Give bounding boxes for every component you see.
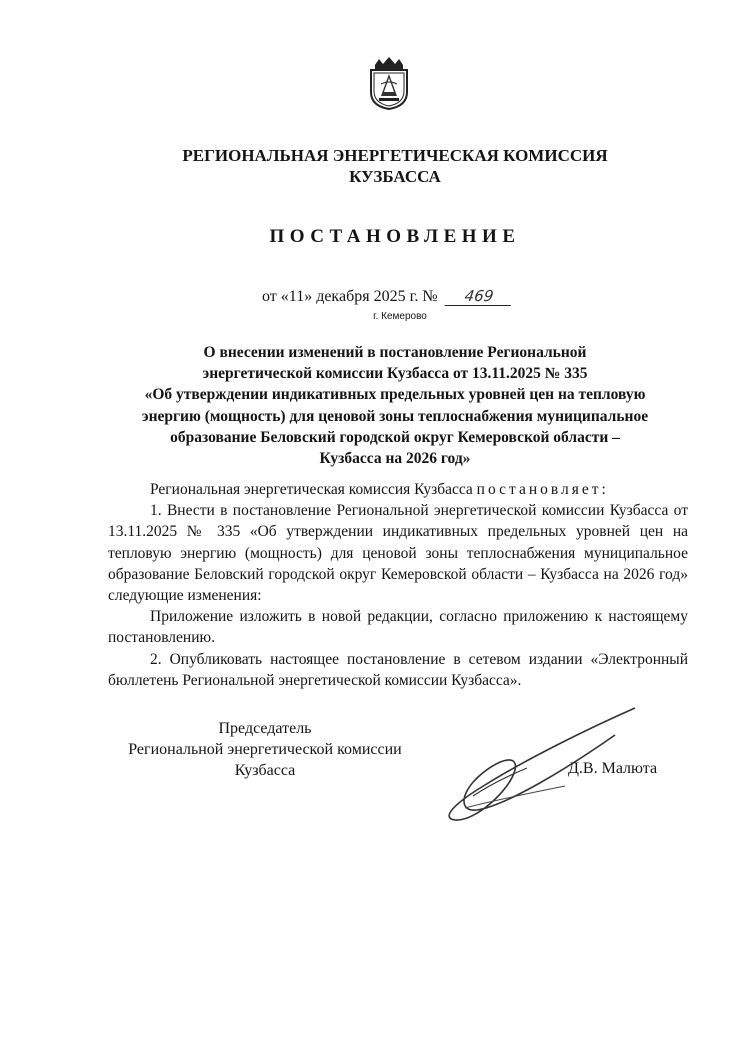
signatory-title: Председатель Региональной энергетической комиссии Кузбасса [128, 720, 402, 779]
subject-line: Кузбасса на 2026 год» [319, 450, 471, 468]
coat-of-arms-icon [367, 56, 411, 110]
document-type: ПОСТАНОВЛЕНИЕ [269, 226, 521, 247]
body-item-2: 2. Опубликовать настоящее постановление в сетевом издании «Электронный бюллетень Региональной энергетической комиссии Кузбасса». [108, 650, 688, 689]
subject-line: образование Беловский городской округ Кемеровской области – [170, 428, 620, 446]
organization-line-1: РЕГИОНАЛЬНАЯ ЭНЕРГЕТИЧЕСКАЯ КОМИССИЯ [182, 146, 608, 165]
city: г. Кемерово [373, 311, 427, 322]
body-item-1-text: Приложение изложить в новой редакции, согласно приложению к настоящему постановлению. [108, 608, 688, 647]
organization-header [100, 145, 690, 187]
date-prefix: от «11» декабря 2025 г. № [262, 288, 438, 305]
document-subject [130, 342, 660, 469]
organization-line-2: КУЗБАССА [349, 167, 441, 186]
document-body [108, 479, 688, 691]
body-intro: Региональная энергетическая комиссия Кузбасса постановляет: [150, 481, 609, 498]
subject-line: энергию (мощность) для ценовой зоны теплоснабжения муниципальное [141, 407, 649, 425]
subject-line: О внесении изменений в постановление Региональной [203, 344, 587, 361]
date-line [262, 287, 512, 306]
document-number: 469 [444, 287, 513, 306]
signatory-name: Д.В. Малюта [568, 760, 658, 777]
body-item-1: 1. Внести в постановление Региональной энергетической комиссии Кузбасса от 13.11.2025 № 335 «Об утверждении индикативных предельных уровней цен на тепловую энергию (мощность) для ценовой зоны теплоснабжения муниципальное образование Беловский городской округ Кемеровской области – Кузбасса на 2026 год» следующие изменения: [108, 502, 688, 605]
subject-line: энергетической комиссии Кузбасса от 13.11.2025 № 335 [202, 365, 588, 383]
subject-line: «Об утверждении индикативных предельных уровней цен на тепловую [144, 386, 646, 404]
